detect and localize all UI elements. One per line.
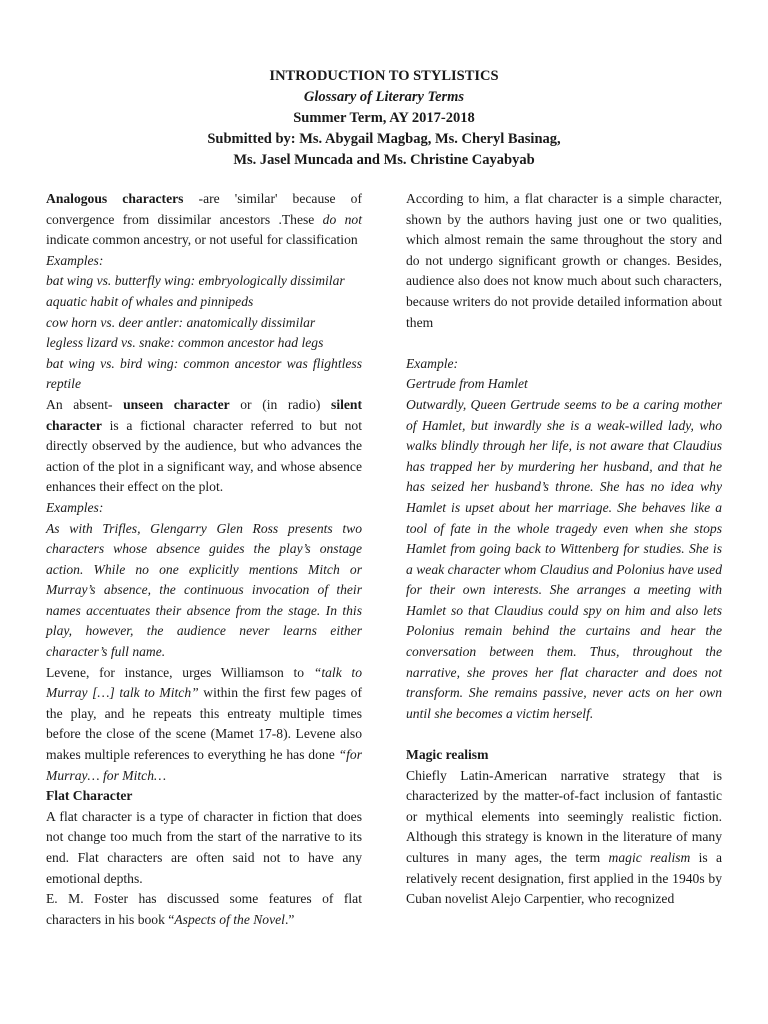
flat-character-continued: According to him, a flat character is a simple character, shown by the authors having just one or two qualities, which almost remain the same throughout the story and do not undergo significant growth or changes. Besides, audience also does not know much about such characters, because writers do not provide detailed information about them — [406, 191, 722, 330]
gertrude-title: Gertrude from Hamlet — [406, 376, 528, 392]
levene-paragraph: Levene, for instance, urges Williamson to “talk to Murray […] talk to Mitch” within the first few pages of the play, and he repeats this entreaty multiple times before the close of the scene (Mamet 17-8). Levene also makes multiple references to everything he has done “for Murray… for Mitch… — [46, 664, 362, 783]
document-term: Summer Term, AY 2017-2018 — [293, 110, 475, 126]
examples-label: Examples: — [46, 499, 104, 515]
magic-realism-definition: Chiefly Latin-American narrative strategy that is characterized by the matter-of-fact inclusion of fantastic or mythical elements into seemingly realistic fiction. Although this strategy is known in the literature of many cultures in many ages, the term magic realism is a relatively recent designation, first applied in the 1940s by Cuban novelist Alejo Carpentier, who recognized — [406, 767, 722, 907]
example-item: bat wing vs. butterfly wing: embryologically dissimilar — [46, 273, 345, 289]
unseen-character-definition: An absent- unseen character or (in radio) silent character is a fictional character referred to but not directly observed by the audience, but who advances the action of the plot in a significant way, and whose absence enhances their effect on the plot. — [46, 396, 362, 495]
trifles-example: As with Trifles, Glengarry Glen Ross presents two characters whose absence guides the play’s onstage action. While no one explicitly mentions Mitch or Murray’s absence, the continuous invocation of their names accentuates their absence from the stage. In this play, however, the audience never learns either character’s full name. — [46, 520, 362, 660]
gertrude-example: Outwardly, Queen Gertrude seems to be a caring mother of Hamlet, but inwardly she is a weak-willed lady, who walks blindly through her life, is not aware that Claudius has trapped her by murdering her husband, and that he has seized her husband’s throne. She has no idea why Hamlet is upset about her marriage. She behaves like a tool of fate in the whole tragedy even when she stops Hamlet from going back to Wittenberg for studies. She is a weak character whom Claudius and Polonius have used for their own interests. She arranges a meeting with Hamlet so that Claudius could spy on him and also lets Polonius remain behind the curtains and hear the conversation between them. Thus, throughout the narrative, she proves her flat character and does not transform. She remains passive, never acts on her own until she becomes a victim herself. — [406, 396, 722, 721]
document-header — [0, 66, 768, 171]
unseen-character-term: unseen character — [123, 396, 230, 412]
example-item: bat wing vs. bird wing: common ancestor was flightless reptile — [46, 355, 362, 392]
magic-realism-heading: Magic realism — [406, 747, 489, 763]
submitted-by-line-2: Ms. Jasel Muncada and Ms. Christine Cayabyab — [233, 152, 535, 168]
book-title: Aspects of the Novel — [174, 911, 285, 927]
example-item: legless lizard vs. snake: common ancestor had legs — [46, 335, 324, 351]
example-item: cow horn vs. deer antler: anatomically dissimilar — [46, 314, 316, 330]
right-column — [406, 189, 722, 910]
spacer — [406, 724, 722, 745]
foster-paragraph: E. M. Foster has discussed some features of flat characters in his book “Aspects of the Novel.” — [46, 891, 362, 927]
analogous-characters-term: Analogous characters — [46, 191, 184, 206]
document-subtitle: Glossary of Literary Terms — [303, 89, 465, 105]
submitted-by-line-1: Submitted by: Ms. Abygail Magbag, Ms. Cheryl Basinag, — [207, 131, 561, 147]
examples-label: Examples: — [46, 252, 104, 268]
flat-character-heading: Flat Character — [46, 788, 133, 804]
magic-realism-term: magic realism — [608, 850, 691, 865]
analogous-characters-definition: Analogous characters -are 'similar' because of convergence from dissimilar ancestors .These do not indicate common ancestry, or not useful for classification — [46, 191, 362, 248]
document-title: INTRODUCTION TO STYLISTICS — [269, 68, 499, 84]
silent-character-term: silent character — [46, 396, 362, 433]
example-label: Example: — [406, 355, 459, 371]
spacer — [406, 333, 722, 354]
flat-character-definition: A flat character is a type of character in fiction that does not change too much from the start of the narrative to its end. Flat characters are often said not to have any emotional depths. — [46, 808, 362, 886]
example-item: aquatic habit of whales and pinnipeds — [46, 293, 254, 309]
left-column — [46, 189, 362, 930]
